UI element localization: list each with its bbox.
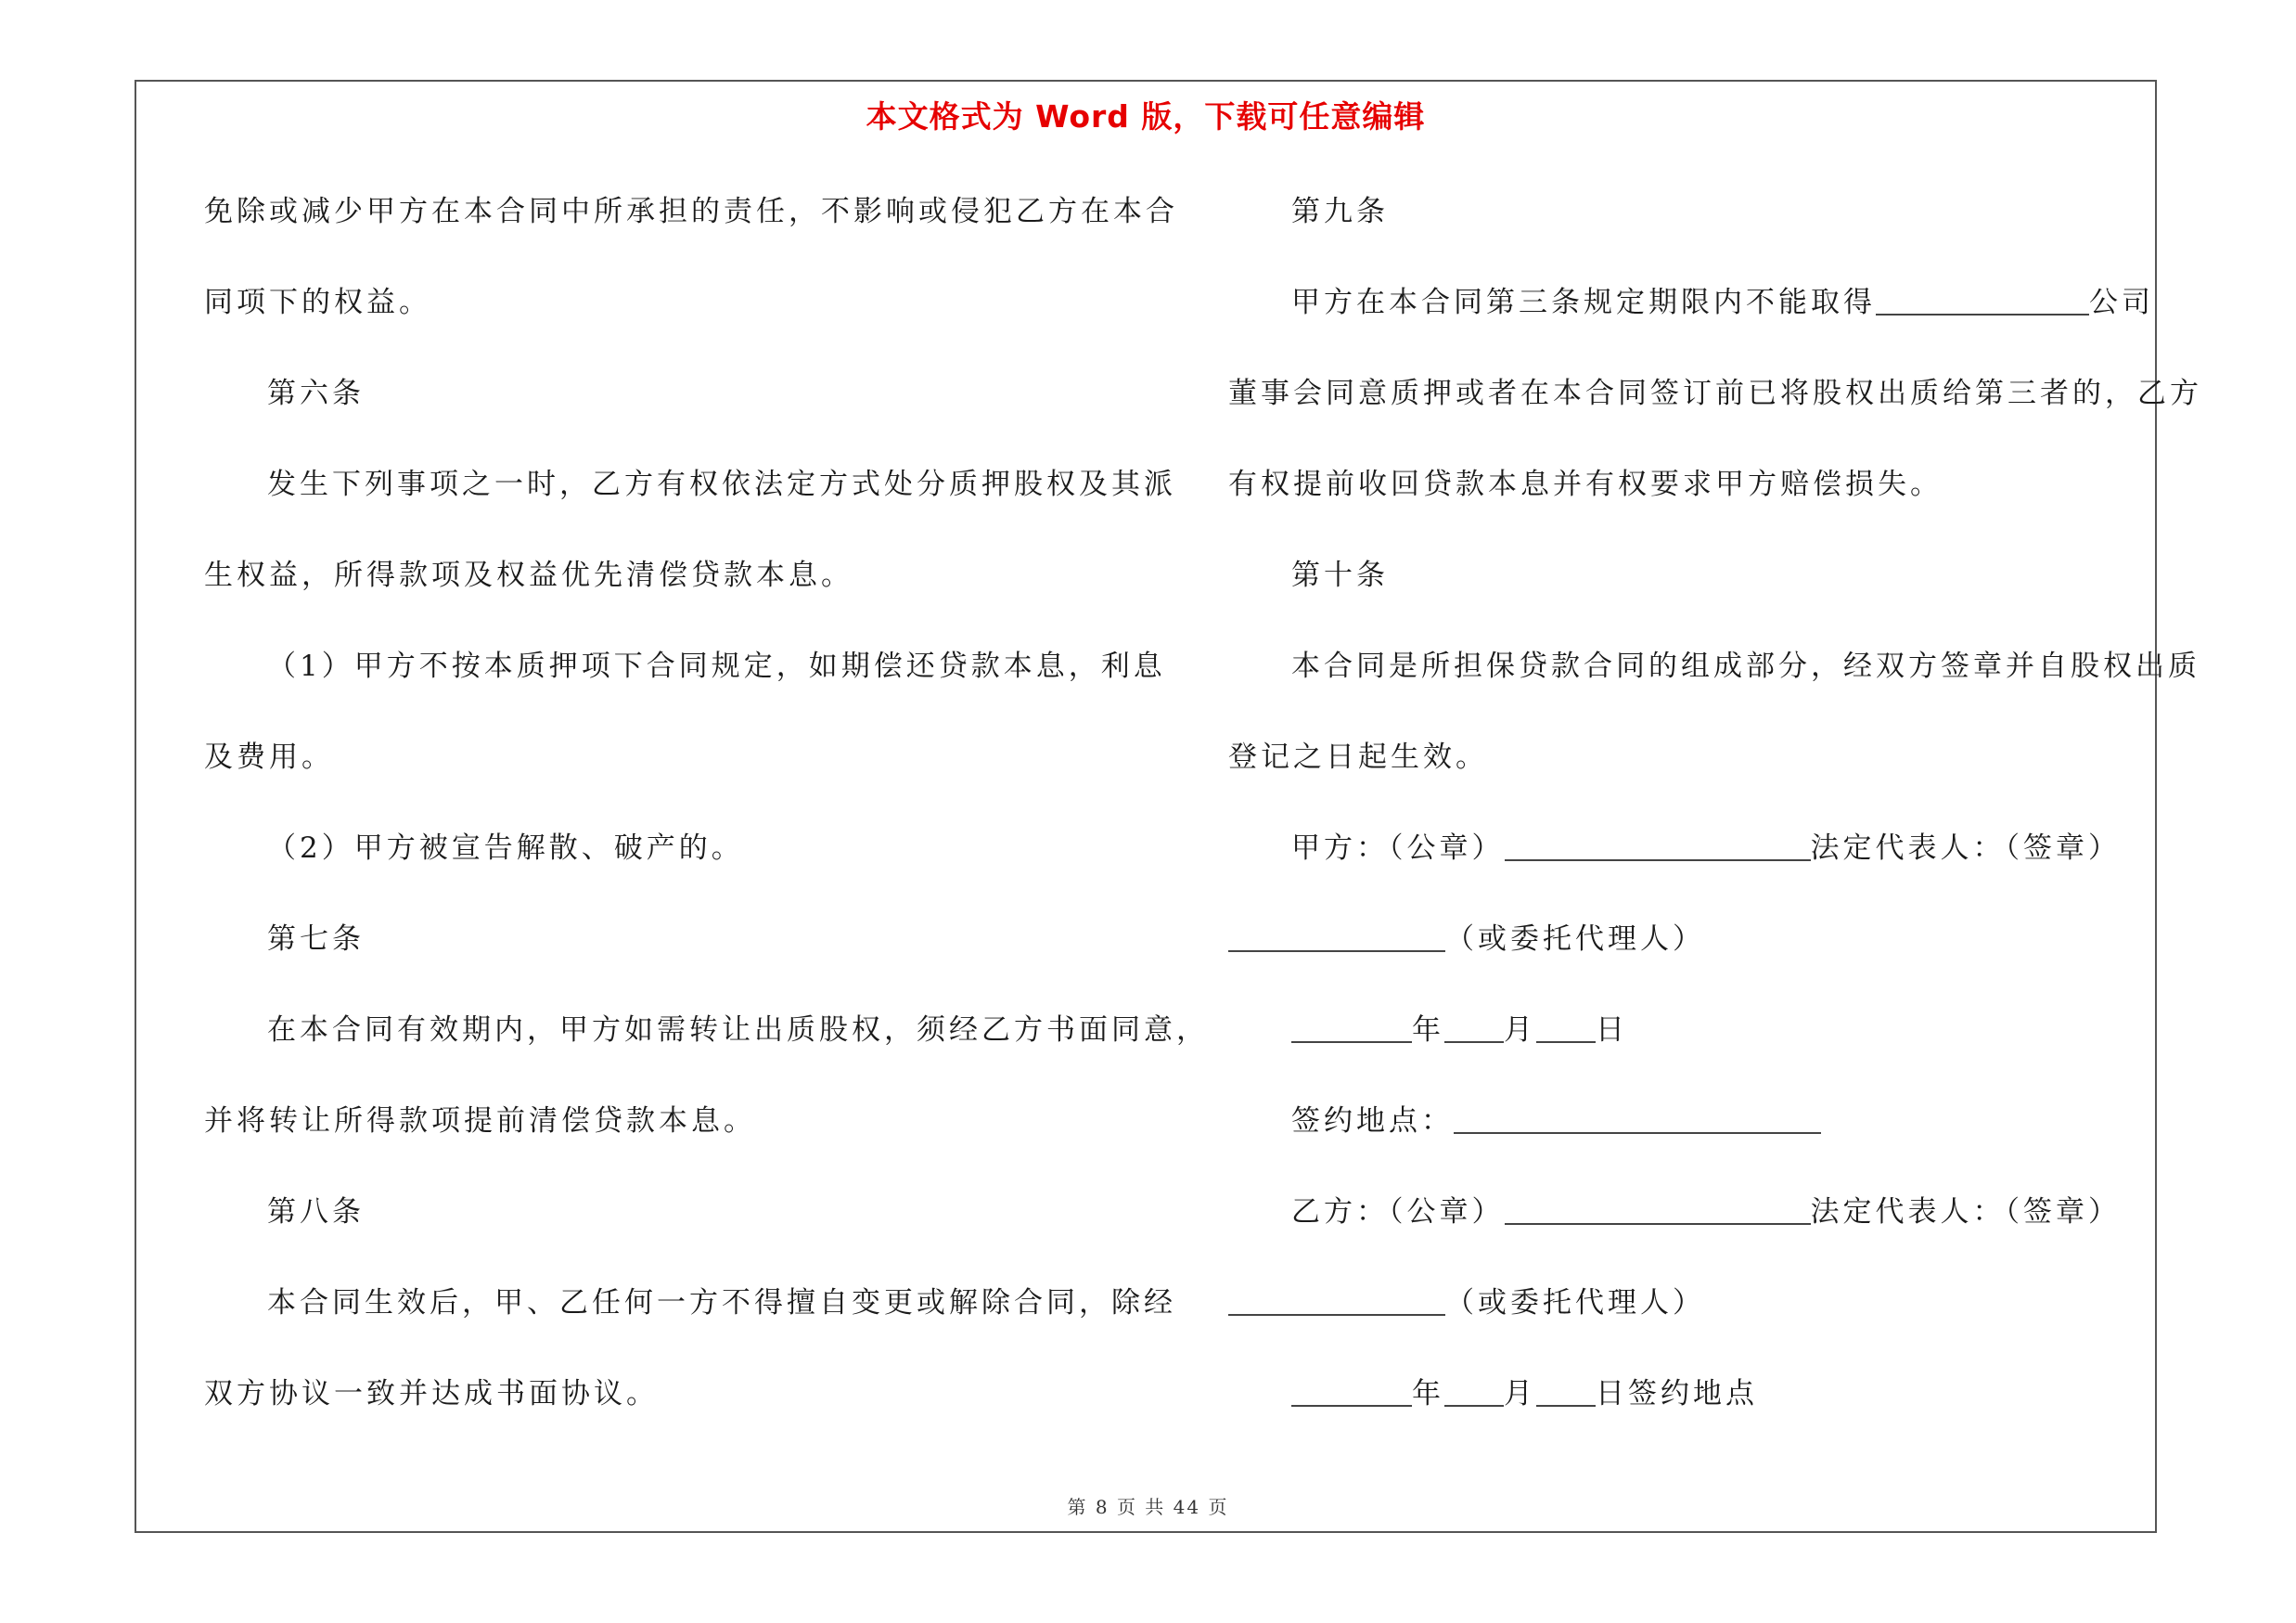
party-a-label: 甲方：（公章） bbox=[1291, 831, 1505, 865]
body-line: 登记之日起生效。 bbox=[1228, 741, 1488, 774]
article-heading: 第七条 bbox=[267, 922, 365, 956]
body-line: （2）甲方被宣告解散、破产的。 bbox=[267, 831, 744, 865]
fill-blank bbox=[1505, 1195, 1811, 1225]
article-heading: 第九条 bbox=[1291, 195, 1389, 228]
body-line: 本合同生效后，甲、乙任何一方不得擅自变更或解除合同，除经 bbox=[267, 1286, 1176, 1320]
party-b-signature-line bbox=[1291, 1193, 2121, 1230]
agent-line bbox=[1228, 921, 1705, 958]
fill-blank bbox=[1444, 1377, 1504, 1407]
body-line: 免除或减少甲方在本合同中所承担的责任，不影响或侵犯乙方在本合 bbox=[204, 195, 1178, 228]
body-line: 双方协议一致并达成书面协议。 bbox=[204, 1377, 659, 1410]
body-line: 并将转让所得款项提前清偿贷款本息。 bbox=[204, 1104, 756, 1138]
day-place-label: 日签约地点 bbox=[1596, 1377, 1758, 1410]
place-line bbox=[1291, 1102, 1821, 1140]
fill-blank bbox=[1454, 1104, 1821, 1134]
date-line bbox=[1291, 1011, 1628, 1049]
date-place-line bbox=[1291, 1375, 1758, 1412]
month-label: 月 bbox=[1504, 1013, 1536, 1047]
year-label: 年 bbox=[1412, 1377, 1444, 1410]
day-label: 日 bbox=[1596, 1013, 1628, 1047]
body-line: 有权提前收回贷款本息并有权要求甲方赔偿损失。 bbox=[1228, 468, 1943, 501]
fill-blank bbox=[1876, 286, 2089, 316]
fill-blank bbox=[1536, 1377, 1596, 1407]
fill-blank bbox=[1228, 922, 1445, 952]
body-text: 甲方在本合同第三条规定期限内不能取得 bbox=[1291, 286, 1876, 319]
body-line: 生权益，所得款项及权益优先清偿贷款本息。 bbox=[204, 559, 853, 592]
fill-blank bbox=[1291, 1377, 1412, 1407]
body-line: 本合同是所担保贷款合同的组成部分，经双方签章并自股权出质 bbox=[1291, 650, 2200, 683]
agent-line bbox=[1228, 1284, 1705, 1321]
party-b-label: 乙方：（公章） bbox=[1291, 1195, 1505, 1229]
body-line: （1）甲方不按本质押项下合同规定，如期偿还贷款本息，利息 bbox=[267, 650, 1166, 683]
body-line: 在本合同有效期内，甲方如需转让出质股权，须经乙方书面同意， bbox=[267, 1013, 1209, 1047]
agent-label: （或委托代理人） bbox=[1445, 1286, 1705, 1320]
format-banner: 本文格式为 Word 版，下载可任意编辑 bbox=[866, 98, 1426, 135]
place-label: 签约地点： bbox=[1291, 1104, 1454, 1138]
body-line bbox=[1291, 284, 2154, 321]
article-heading: 第六条 bbox=[267, 377, 365, 410]
fill-blank bbox=[1228, 1286, 1445, 1316]
article-heading: 第十条 bbox=[1291, 559, 1389, 592]
legal-rep-label: 法定代表人：（签章） bbox=[1810, 1195, 2121, 1229]
fill-blank bbox=[1505, 831, 1811, 861]
agent-label: （或委托代理人） bbox=[1445, 922, 1705, 956]
body-line: 同项下的权益。 bbox=[204, 286, 431, 319]
legal-rep-label: 法定代表人：（签章） bbox=[1810, 831, 2121, 865]
body-text: 公司 bbox=[2089, 286, 2154, 319]
fill-blank bbox=[1536, 1013, 1596, 1043]
body-line: 发生下列事项之一时，乙方有权依法定方式处分质押股权及其派 bbox=[267, 468, 1176, 501]
page-number-footer: 第 8 页 共 44 页 bbox=[1067, 1496, 1229, 1518]
body-line: 董事会同意质押或者在本合同签订前已将股权出质给第三者的，乙方 bbox=[1228, 377, 2202, 410]
body-line: 及费用。 bbox=[204, 741, 334, 774]
fill-blank bbox=[1291, 1013, 1412, 1043]
party-a-signature-line bbox=[1291, 830, 2121, 867]
article-heading: 第八条 bbox=[267, 1195, 365, 1229]
month-label: 月 bbox=[1504, 1377, 1536, 1410]
year-label: 年 bbox=[1412, 1013, 1444, 1047]
fill-blank bbox=[1444, 1013, 1504, 1043]
